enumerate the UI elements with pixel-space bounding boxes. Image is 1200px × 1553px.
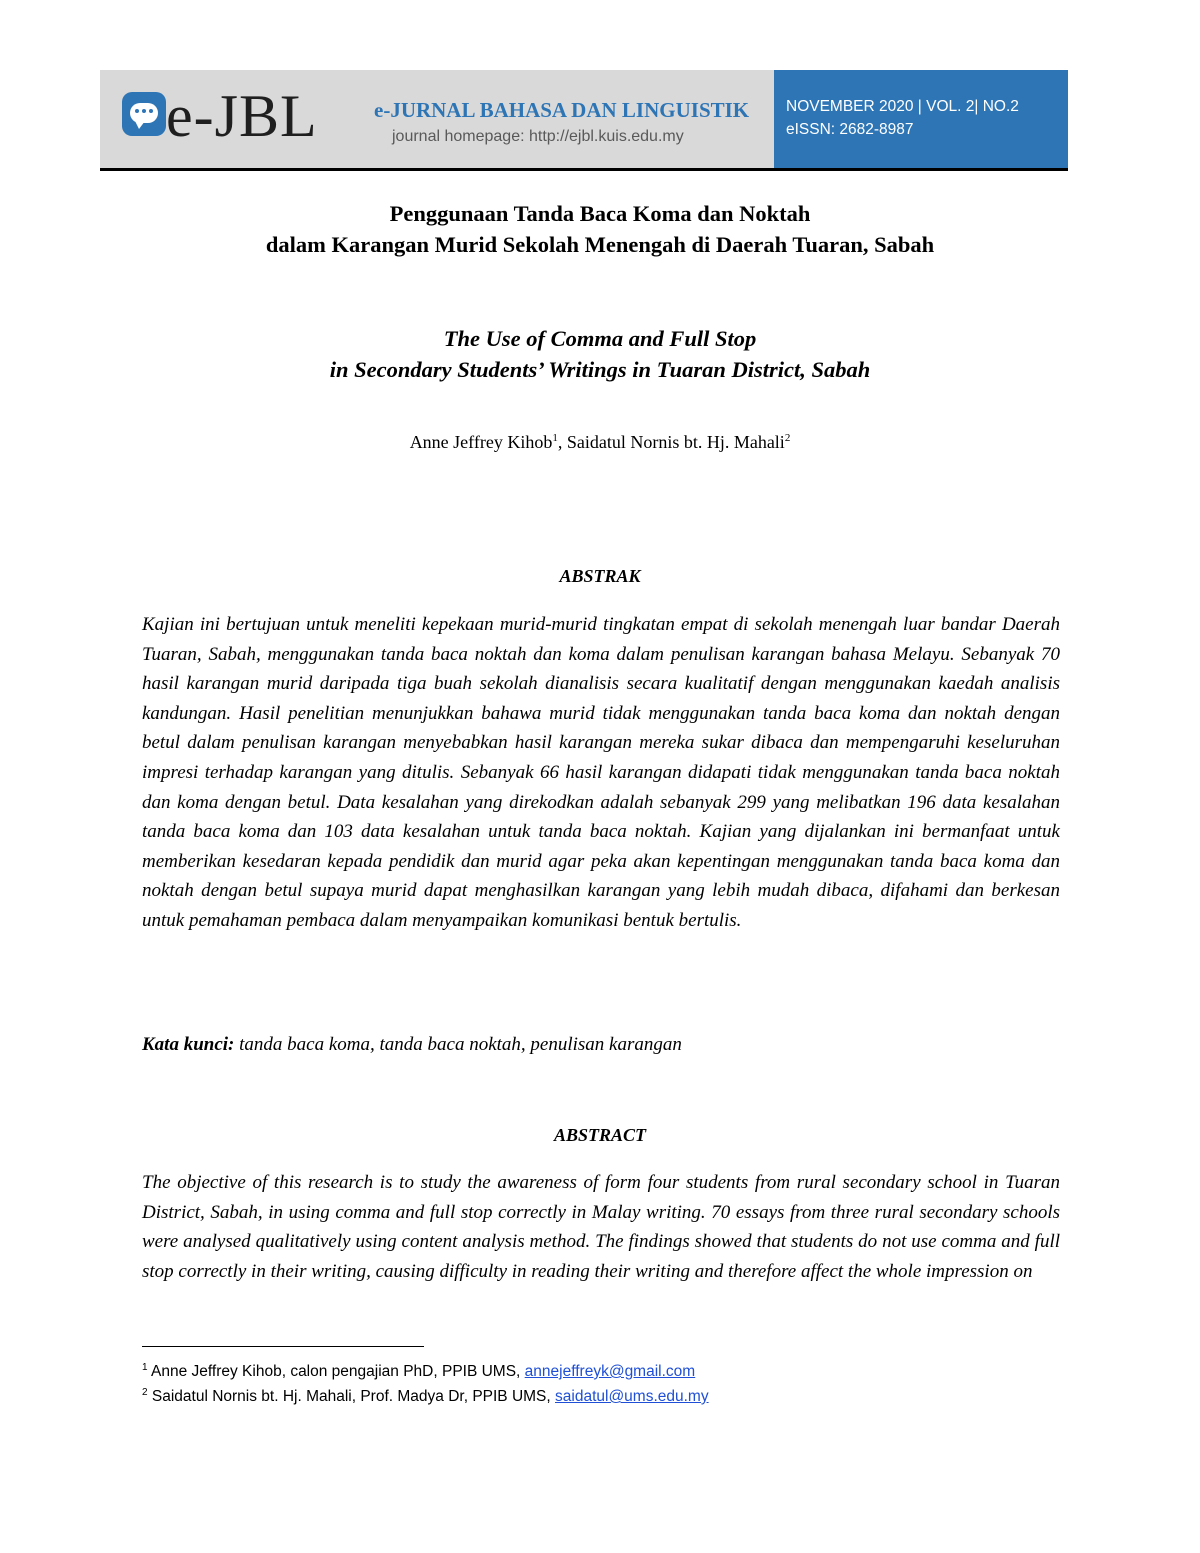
abstract-heading: ABSTRACT xyxy=(553,1125,647,1145)
keywords-list: tanda baca koma, tanda baca noktah, penulisan karangan xyxy=(234,1034,682,1055)
keywords xyxy=(142,1034,682,1056)
footnote-2 xyxy=(142,1387,709,1406)
footnote-1-email-link[interactable]: annejeffreyk@gmail.com xyxy=(524,1363,696,1381)
header-banner xyxy=(100,70,774,168)
abstrak-body: Kajian ini bertujuan untuk meneliti kepekaan murid-murid tingkatan empat di sekolah menengah luar bandar Daerah Tuaran, Sabah, menggunakan tanda baca noktah dan koma dalam penulisan karangan bahasa Melayu. Sebanyak 70 hasil karangan murid daripada tiga buah sekolah dianalisis secara kualitatif dengan menggunakan kaedah analisis kandungan. Hasil penelitian menunjukkan bahawa murid tidak menggunakan tanda baca koma dan noktah dengan betul dalam penulisan karangan menyebabkan hasil karangan mereka sukar dibaca dan mempengaruhi keseluruhan impresi terhadap karangan yang ditulis. Sebanyak 66 hasil karangan didapati tidak menggunakan tanda baca noktah dan koma dengan betul. Data kesalahan yang direkodkan adalah sebanyak 299 yang melibatkan 196 data kesalahan tanda baca koma dan 103 data kesalahan untuk tanda baca noktah. Kajian yang dijalankan ini bermanfaat untuk memberikan kesedaran kepada pendidik dan murid agar peka akan kepentingan menggunakan tanda baca koma dan noktah dengan betul supaya murid dapat menghasilkan karangan yang lebih mudah dibaca, difahami dan berkesan untuk pemahaman pembaca dalam menyampaikan komunikasi bentuk bertulis. xyxy=(142,614,1060,931)
title-malay-line2: dalam Karangan Murid Sekolah Menengah di Daerah Tuaran, Sabah xyxy=(265,232,935,257)
author-1: Anne Jeffrey Kihob xyxy=(409,432,553,452)
abstrak-heading: ABSTRAK xyxy=(559,566,641,586)
issn-line: eISSN: 2682-8987 xyxy=(786,121,914,138)
author-2-affiliation: 2 xyxy=(784,432,791,444)
footnote-2-number: 2 xyxy=(142,1387,148,1398)
chat-bubble-icon xyxy=(122,92,166,136)
header-divider xyxy=(100,168,1068,171)
title-malay-line1: Penggunaan Tanda Baca Koma dan Noktah xyxy=(389,201,811,226)
issue-info-box xyxy=(774,70,1068,168)
journal-header xyxy=(100,70,1068,168)
keywords-label: Kata kunci: xyxy=(142,1034,235,1055)
journal-homepage: journal homepage: http://ejbl.kuis.edu.my xyxy=(392,128,684,145)
author-list xyxy=(100,432,1100,453)
footnote-1-number: 1 xyxy=(142,1362,148,1373)
author-2: Saidatul Nornis bt. Hj. Mahali xyxy=(566,432,785,452)
title-english-line1: The Use of Comma and Full Stop xyxy=(443,326,757,351)
author-1-affiliation: 1 xyxy=(552,432,558,444)
volume-line: NOVEMBER 2020 | VOL. 2| NO.2 xyxy=(786,98,1019,115)
footnote-2-email-link[interactable]: saidatul@ums.edu.my xyxy=(555,1388,709,1406)
footnote-2-text: Saidatul Nornis bt. Hj. Mahali, Prof. Madya Dr, PPIB UMS, xyxy=(147,1388,556,1406)
title-english xyxy=(100,323,1100,385)
footnote-divider xyxy=(142,1346,424,1347)
title-english-line2: in Secondary Students’ Writings in Tuaran District, Sabah xyxy=(329,357,871,382)
footnote-1-text: Anne Jeffrey Kihob, calon pengajian PhD, PPIB UMS, xyxy=(147,1363,525,1381)
author-separator: , xyxy=(557,432,567,452)
journal-name: e-JURNAL BAHASA DAN LINGUISTIK xyxy=(374,98,750,122)
abstract-body: The objective of this research is to study the awareness of form four students from rural secondary school in Tuaran District, Sabah, in using comma and full stop correctly in Malay writing. 70 essays from three rural secondary schools were analysed qualitatively using content analysis method. The findings showed that students do not use comma and full stop correctly in their writing, causing difficulty in reading their writing and therefore affect the whole impression on xyxy=(142,1172,1060,1282)
footnote-1 xyxy=(142,1362,695,1381)
title-malay xyxy=(100,198,1100,260)
logo-text: e-JBL xyxy=(166,83,318,149)
